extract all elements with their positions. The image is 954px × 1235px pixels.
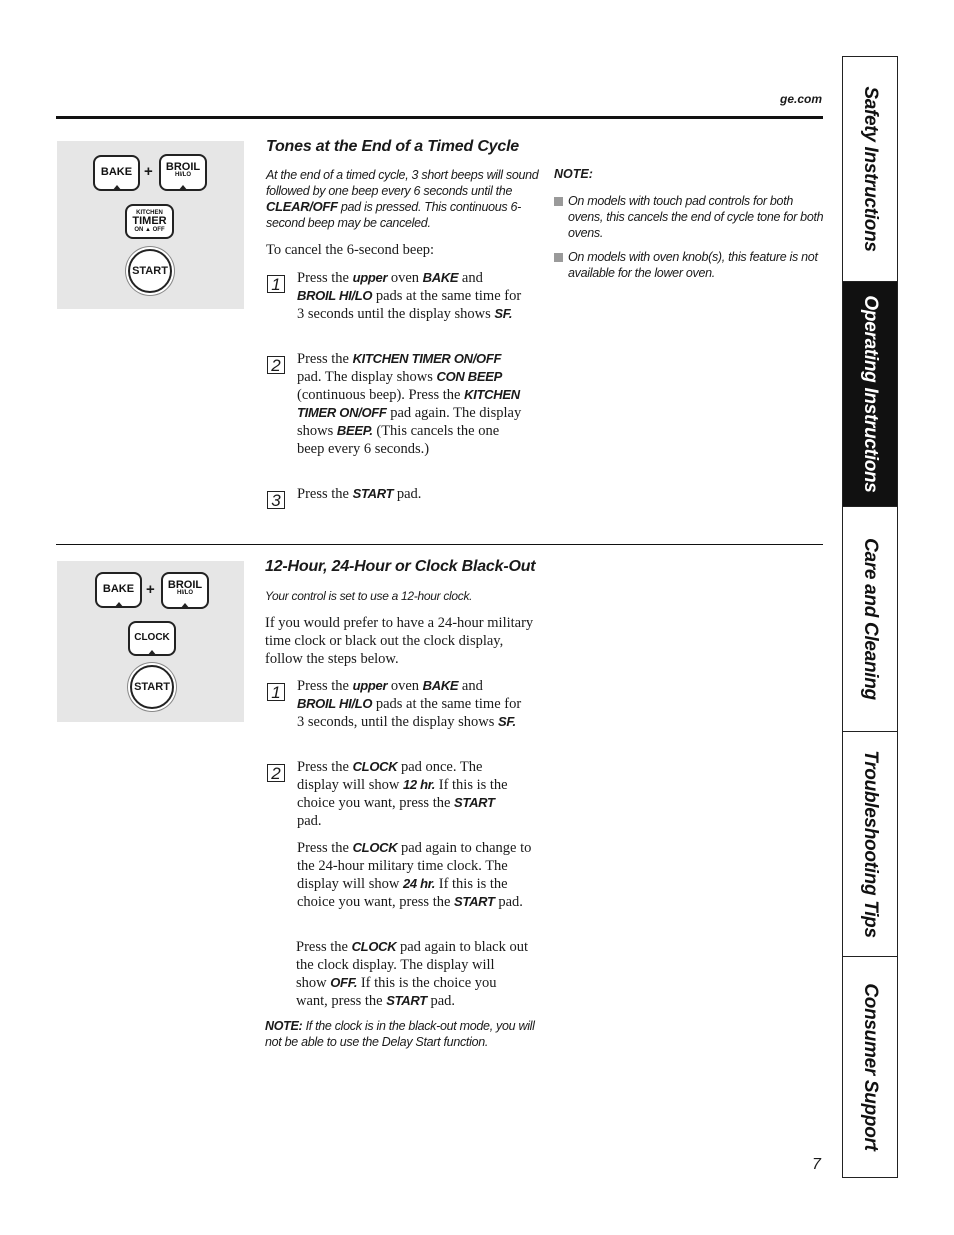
clock-24hr-para: Press the CLOCK pad again to change to the 24-hour military time clock. The display will show 24 hr. If this is the choice you want, press the START pad.	[297, 840, 532, 910]
bake-pad: BAKE	[95, 572, 142, 608]
kitchen-timer-pad: KITCHEN TIMER ON ▲ OFF	[125, 204, 174, 239]
tones-step-1: Press the upper oven BAKE and BROIL HI/LO pads at the same time for 3 seconds until the display shows SF.	[297, 270, 522, 322]
step-number: 3	[267, 491, 285, 509]
plus-sign: +	[144, 163, 153, 180]
tab-troubleshooting-tips[interactable]: Troubleshooting Tips	[843, 732, 897, 957]
header-rule	[56, 116, 823, 119]
tones-lead: To cancel the 6-second beep:	[266, 242, 435, 258]
control-panel-illustration	[57, 141, 244, 309]
step-number: 1	[267, 275, 285, 293]
clock-blackout-para: Press the CLOCK pad again to black out the clock display. The display will show OFF. If this is the choice you want, press the START pad.	[296, 939, 528, 1009]
clock-lead: If you would prefer to have a 24-hour military time clock or black out the clock display, follow the steps below.	[265, 615, 534, 667]
start-pad: START	[130, 665, 174, 709]
site-url: ge.com	[779, 92, 822, 106]
section-divider	[56, 544, 823, 545]
tones-step-2: Press the KITCHEN TIMER ON/OFF pad. The display shows CON BEEP (continuous beep). Press the KITCHEN TIMER ON/OFF pad again. The display shows BEEP. (This cancels the one beep every 6 seconds.)	[297, 351, 522, 457]
note-item: On models with touch pad controls for both ovens, this cancels the end of cycle tone for both ovens.	[554, 193, 824, 241]
section-title-clock: 12-Hour, 24-Hour or Clock Black-Out	[265, 558, 536, 575]
tones-step-3: Press the START pad.	[297, 486, 422, 502]
tab-care-and-cleaning[interactable]: Care and Cleaning	[843, 507, 897, 732]
clock-note: NOTE: If the clock is in the black-out mode, you will not be able to use the Delay Start function.	[265, 1019, 535, 1049]
step-number: 1	[267, 683, 285, 701]
clock-pad: CLOCK	[128, 621, 176, 656]
bake-pad: BAKE	[93, 155, 140, 191]
note-heading: NOTE:	[554, 167, 593, 181]
side-tabs	[842, 56, 898, 1178]
broil-pad: BROIL HI/LO	[159, 154, 207, 191]
plus-sign: +	[146, 581, 155, 598]
clock-step-1: Press the upper oven BAKE and BROIL HI/LO pads at the same time for 3 seconds, until the display shows SF.	[297, 678, 522, 730]
section-title-tones: Tones at the End of a Timed Cycle	[266, 138, 520, 155]
tab-operating-instructions[interactable]: Operating Instructions	[843, 282, 897, 507]
tones-intro: At the end of a timed cycle, 3 short beeps will sound followed by one beep every 6 seconds until the CLEAR/OFF pad is pressed. This continuous 6-second beep may be canceled.	[266, 168, 539, 230]
control-panel-illustration	[57, 561, 244, 722]
start-pad: START	[128, 249, 172, 293]
clock-step-2: Press the CLOCK pad once. The display will show 12 hr. If this is the choice you want, press the START pad.	[297, 759, 508, 829]
clock-subtitle: Your control is set to use a 12-hour clock.	[265, 589, 473, 603]
broil-pad: BROIL HI/LO	[161, 572, 209, 609]
step-number: 2	[267, 764, 285, 782]
tab-safety-instructions[interactable]: Safety Instructions	[843, 57, 897, 282]
page-number: 7	[812, 1156, 821, 1173]
note-item: On models with oven knob(s), this feature is not available for the lower oven.	[554, 249, 824, 281]
tab-consumer-support[interactable]: Consumer Support	[860, 983, 881, 1151]
step-number: 2	[267, 356, 285, 374]
